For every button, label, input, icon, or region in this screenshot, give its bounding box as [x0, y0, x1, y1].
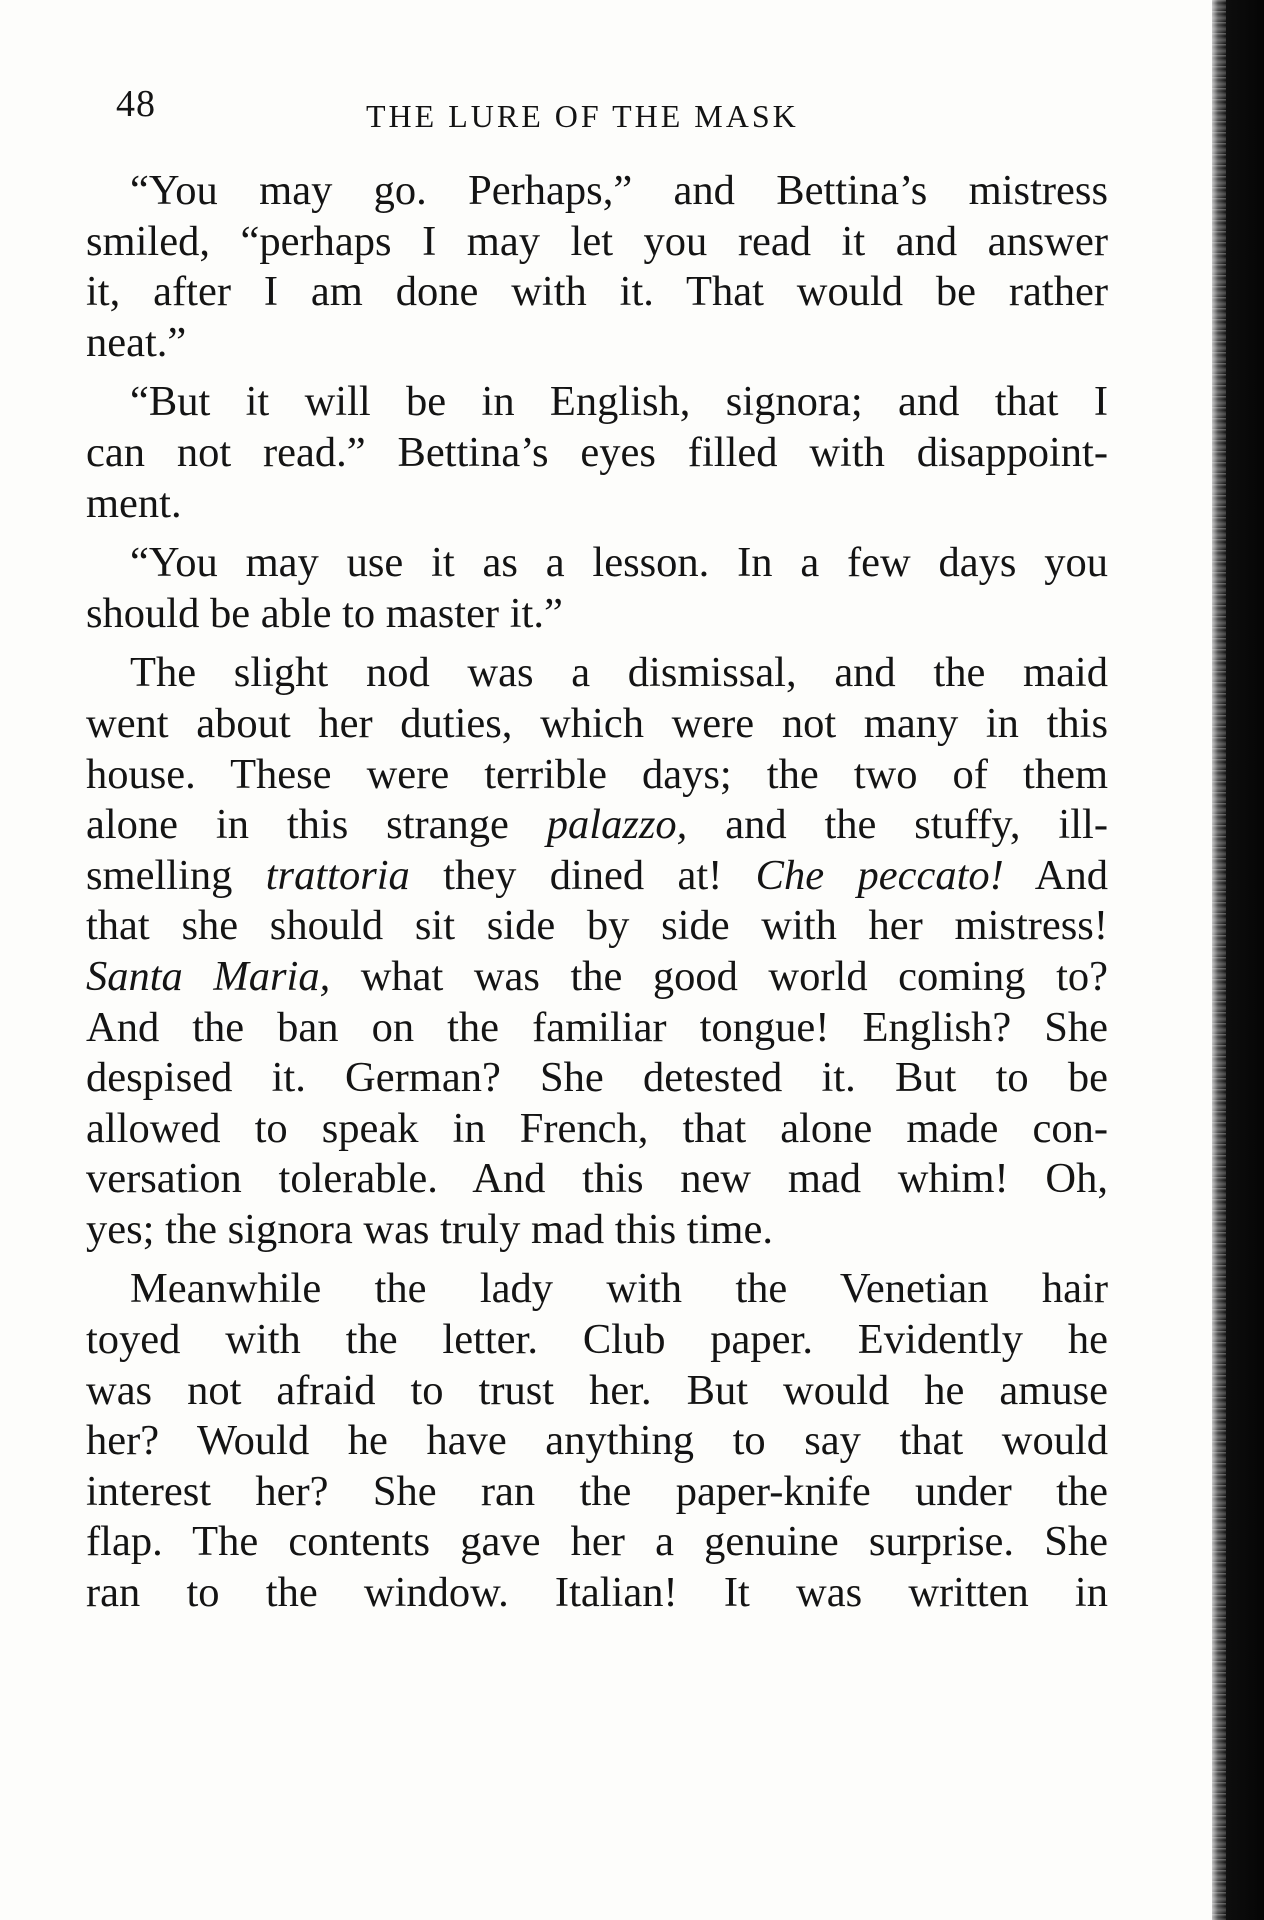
italic-word-trattoria: trattoria — [265, 851, 410, 899]
text-line: neat.” — [86, 318, 187, 366]
text-line: should be able to master it.” — [86, 589, 563, 637]
text-line: despised it. German? She detested it. But to be — [86, 1054, 1108, 1102]
text-fragment: smelling — [86, 851, 233, 899]
text-line: The slight nod was a dismissal, and the maid — [130, 649, 1108, 697]
running-head: THE LURE OF THE MASK — [366, 98, 799, 134]
page-number: 48 — [116, 83, 156, 125]
paragraph-4 — [86, 648, 1108, 1255]
text-line: that she should sit side by side with her mistress! — [86, 902, 1108, 950]
text-line: ran to the window. Italian! It was written in — [86, 1569, 1108, 1617]
paragraph-5 — [86, 1264, 1108, 1618]
text-fragment: and the stuffy, ill- — [687, 801, 1108, 849]
text-line: And the ban on the familiar tongue! English? She — [86, 1003, 1108, 1051]
text-line: “You may use it as a lesson. In a few days you — [130, 539, 1108, 587]
text-line: her? Would he have anything to say that would — [86, 1417, 1108, 1465]
italic-phrase-santa-maria: Santa Maria, — [86, 952, 331, 1000]
text-line: interest her? She ran the paper-knife under the — [86, 1467, 1108, 1515]
text-line: went about her duties, which were not many in this — [86, 699, 1108, 747]
text-line: smiled, “perhaps I may let you read it and answer — [86, 217, 1108, 265]
text-fragment: alone in this strange — [86, 801, 509, 849]
text-line-with-italic — [86, 952, 1108, 1003]
paragraph-3 — [86, 538, 1108, 639]
paragraph-2 — [86, 377, 1108, 529]
text-line-with-italic — [86, 800, 1108, 851]
text-line: was not afraid to trust her. But would he amuse — [86, 1366, 1108, 1414]
page-gutter-texture — [1210, 0, 1226, 1920]
text-line: can not read.” Bettina’s eyes filled with disappoint- — [86, 428, 1108, 476]
text-line: allowed to speak in French, that alone made con- — [86, 1104, 1108, 1152]
paragraph-1 — [86, 166, 1108, 368]
body-text — [86, 166, 1108, 1628]
text-line: “You may go. Perhaps,” and Bettina’s mistress — [130, 167, 1108, 214]
text-line: Meanwhile the lady with the Venetian hair — [130, 1265, 1108, 1313]
text-line: yes; the signora was truly mad this time. — [86, 1205, 773, 1253]
text-line: ment. — [86, 479, 182, 527]
text-line: it, after I am done with it. That would be rather — [86, 268, 1108, 316]
text-line: flap. The contents gave her a genuine surprise. She — [86, 1518, 1108, 1566]
text-line: versation tolerable. And this new mad whim! Oh, — [86, 1155, 1108, 1203]
italic-phrase-che-peccato: Che peccato! — [755, 851, 1004, 899]
text-line: “But it will be in English, signora; and that I — [130, 378, 1108, 426]
text-fragment: they dined at! — [409, 851, 756, 899]
text-fragment: what was the good world coming to? — [360, 952, 1108, 1000]
text-line: toyed with the letter. Club paper. Evidently he — [86, 1316, 1108, 1364]
text-fragment: And — [1003, 851, 1109, 899]
text-line: house. These were terrible days; the two of them — [86, 750, 1108, 798]
text-line-with-italic — [86, 851, 1108, 902]
italic-word-palazzo: palazzo, — [546, 801, 688, 849]
